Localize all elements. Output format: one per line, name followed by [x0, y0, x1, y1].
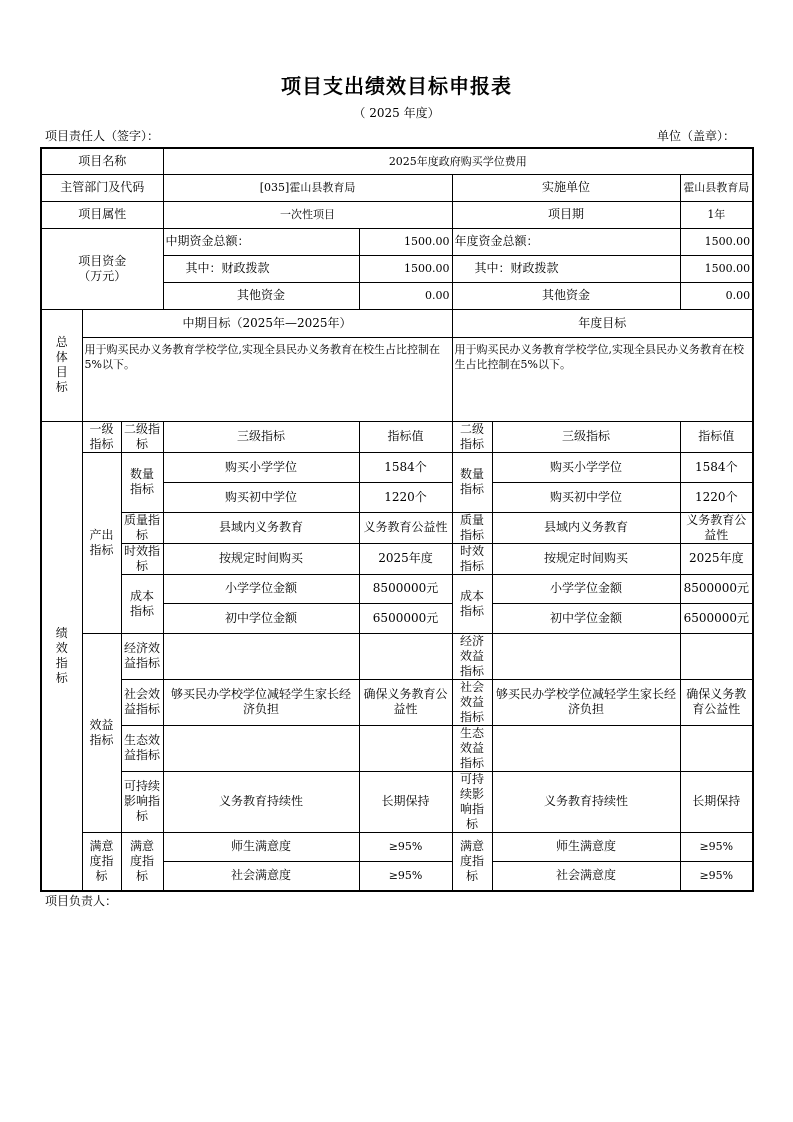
sustain-indicator-label-right: 可持续影响指标	[452, 771, 492, 832]
indicator-name: 初中学位金额	[163, 603, 359, 633]
mid-other-label: 其他资金	[163, 282, 359, 309]
indicator-value-right: 8500000元	[680, 574, 753, 603]
indicator-value: 6500000元	[359, 603, 452, 633]
indicator-name-right	[492, 725, 680, 771]
year-line: （ 2025 年度）	[353, 106, 440, 120]
indicator-name-right: 社会满意度	[492, 861, 680, 891]
satisfaction-sub-label-right: 满意度指标	[452, 832, 492, 891]
year-other-label: 其他资金	[452, 282, 680, 309]
indicator-name	[163, 633, 359, 679]
mid-total-label: 中期资金总额：	[163, 228, 359, 255]
indicator-value: 长期保持	[359, 771, 452, 832]
indicator-name: 义务教育持续性	[163, 771, 359, 832]
mid-goal-header: 中期目标（2025年—2025年）	[82, 309, 452, 337]
overall-goal-label: 总体目标	[41, 309, 82, 421]
sustain-indicator-label: 可持续影响指标	[121, 771, 163, 832]
indicator-value-right	[680, 725, 753, 771]
indicator-name-right: 购买初中学位	[492, 482, 680, 512]
indicator-name-right: 师生满意度	[492, 832, 680, 861]
performance-indicator-label: 绩效指标	[41, 421, 82, 891]
indicator-name-right: 按规定时间购买	[492, 543, 680, 574]
benefit-indicator-label: 效益指标	[82, 633, 121, 832]
indicator-value: 2025年度	[359, 543, 452, 574]
indicator-value: ≥95%	[359, 832, 452, 861]
funds-label: 项目资金（万元）	[41, 228, 163, 309]
project-attr-label: 项目属性	[41, 201, 163, 228]
output-indicator-label: 产出指标	[82, 452, 121, 633]
indicator-name: 县域内义务教育	[163, 512, 359, 543]
cost-indicator-label: 成本指标	[121, 574, 163, 633]
indicator-value: 8500000元	[359, 574, 452, 603]
eco-indicator-label-right: 生态效益指标	[452, 725, 492, 771]
indicator-value-right: 义务教育公益性	[680, 512, 753, 543]
indicator-name-right: 够买民办学校学位减轻学生家长经济负担	[492, 679, 680, 725]
indicator-value-right: 1584个	[680, 452, 753, 482]
year-fiscal-label: 其中：财政拨款	[452, 255, 680, 282]
indicator-value-right: 6500000元	[680, 603, 753, 633]
indicator-name: 购买初中学位	[163, 482, 359, 512]
col-value-header: 指标值	[359, 421, 452, 452]
year-goal-text: 用于购买民办义务教育学校学位,实现全县民办义务教育在校生占比控制在5%以下。	[452, 337, 753, 421]
col-value-header-right: 指标值	[680, 421, 753, 452]
indicator-name-right: 县域内义务教育	[492, 512, 680, 543]
time-indicator-label-right: 时效指标	[452, 543, 492, 574]
indicator-value: 1220个	[359, 482, 452, 512]
unit-seal-label: 单位（盖章）：	[656, 129, 735, 143]
project-leader-label: 项目负责人：	[45, 894, 118, 908]
indicator-name: 按规定时间购买	[163, 543, 359, 574]
quantity-indicator-label-right: 数量指标	[452, 452, 492, 512]
social-indicator-label-right: 社会效益指标	[452, 679, 492, 725]
indicator-value-right: 确保义务教育公益性	[680, 679, 753, 725]
indicator-value: 确保义务教育公益性	[359, 679, 452, 725]
performance-target-form	[40, 147, 754, 892]
impl-unit-value: 霍山县教育局	[680, 174, 753, 201]
col-level3-header-right: 三级指标	[492, 421, 680, 452]
indicator-value-right: 长期保持	[680, 771, 753, 832]
indicator-value	[359, 725, 452, 771]
indicator-name: 够买民办学校学位减轻学生家长经济负担	[163, 679, 359, 725]
dept-value: [035]霍山县教育局	[163, 174, 452, 201]
indicator-value: 义务教育公益性	[359, 512, 452, 543]
eco-indicator-label: 生态效益指标	[121, 725, 163, 771]
mid-total-value: 1500.00	[359, 228, 452, 255]
year-goal-header: 年度目标	[452, 309, 753, 337]
indicator-value: 1584个	[359, 452, 452, 482]
quality-indicator-label: 质量指标	[121, 512, 163, 543]
col-level2-header-right: 二级指标	[452, 421, 492, 452]
satisfaction-sub-label: 满意度指标	[121, 832, 163, 891]
satisfaction-indicator-label: 满意度指标	[82, 832, 121, 891]
cost-indicator-label-right: 成本指标	[452, 574, 492, 633]
col-level3-header: 三级指标	[163, 421, 359, 452]
mid-fiscal-label: 其中：财政拨款	[163, 255, 359, 282]
col-level1-header: 一级指标	[82, 421, 121, 452]
project-name-label: 项目名称	[41, 148, 163, 174]
econ-indicator-label: 经济效益指标	[121, 633, 163, 679]
indicator-value-right: 2025年度	[680, 543, 753, 574]
indicator-value-right: ≥95%	[680, 861, 753, 891]
project-period-label: 项目期	[452, 201, 680, 228]
responsible-signature-label: 项目责任人（签字）：	[45, 129, 160, 143]
year-total-label: 年度资金总额：	[452, 228, 680, 255]
project-attr-value: 一次性项目	[163, 201, 452, 228]
indicator-value: ≥95%	[359, 861, 452, 891]
project-name-value: 2025年度政府购买学位费用	[163, 148, 753, 174]
indicator-name: 购买小学学位	[163, 452, 359, 482]
dept-label: 主管部门及代码	[41, 174, 163, 201]
indicator-value-right: ≥95%	[680, 832, 753, 861]
indicator-name-right: 购买小学学位	[492, 452, 680, 482]
indicator-name-right	[492, 633, 680, 679]
econ-indicator-label-right: 经济效益指标	[452, 633, 492, 679]
impl-unit-label: 实施单位	[452, 174, 680, 201]
indicator-name	[163, 725, 359, 771]
social-indicator-label: 社会效益指标	[121, 679, 163, 725]
page-title: 项目支出绩效目标申报表	[281, 74, 512, 98]
indicator-name: 小学学位金额	[163, 574, 359, 603]
quality-indicator-label-right: 质量指标	[452, 512, 492, 543]
indicator-value-right: 1220个	[680, 482, 753, 512]
year-fiscal-value: 1500.00	[680, 255, 753, 282]
time-indicator-label: 时效指标	[121, 543, 163, 574]
quantity-indicator-label: 数量指标	[121, 452, 163, 512]
mid-fiscal-value: 1500.00	[359, 255, 452, 282]
indicator-name-right: 义务教育持续性	[492, 771, 680, 832]
indicator-value-right	[680, 633, 753, 679]
indicator-value	[359, 633, 452, 679]
mid-goal-text: 用于购买民办义务教育学校学位,实现全县民办义务教育在校生占比控制在5%以下。	[82, 337, 452, 421]
col-level2-header: 二级指标	[121, 421, 163, 452]
mid-other-value: 0.00	[359, 282, 452, 309]
indicator-name-right: 初中学位金额	[492, 603, 680, 633]
indicator-name: 师生满意度	[163, 832, 359, 861]
year-total-value: 1500.00	[680, 228, 753, 255]
indicator-name: 社会满意度	[163, 861, 359, 891]
indicator-name-right: 小学学位金额	[492, 574, 680, 603]
project-period-value: 1年	[680, 201, 753, 228]
year-other-value: 0.00	[680, 282, 753, 309]
